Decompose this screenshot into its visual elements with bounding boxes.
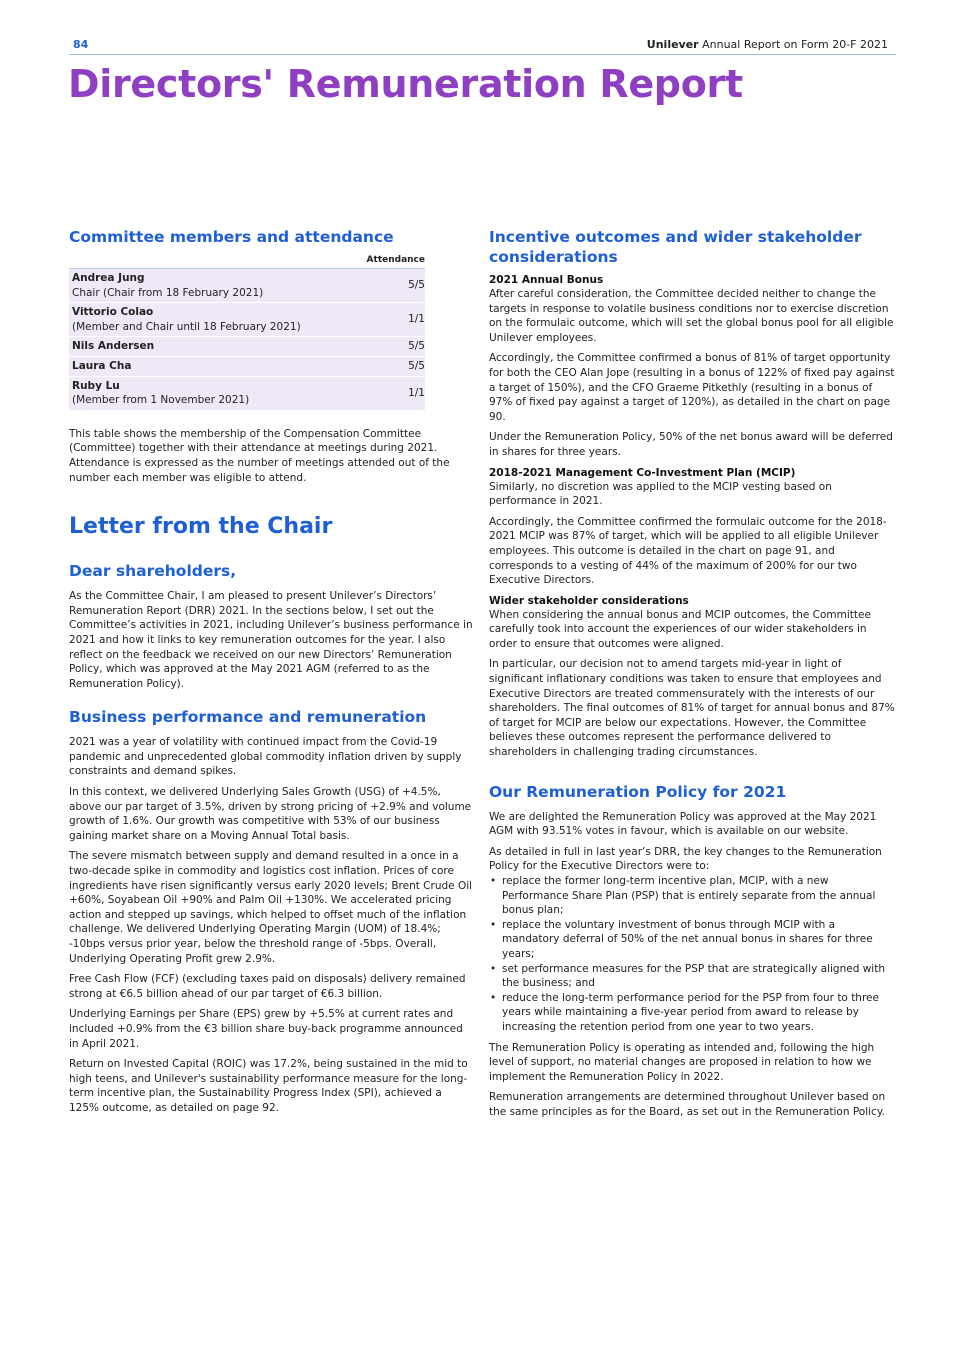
list-item: [489, 874, 895, 918]
incentives-heading: Incentive outcomes and wider stakeholder considerations: [489, 228, 862, 266]
member-attendance: 5/5: [375, 269, 425, 303]
paragraph: Free Cash Flow (FCF) (excluding taxes paid on disposals) delivery remained strong at €6.5 billion ahead of our par target of €6.3 billion.: [69, 973, 466, 1000]
member-cell: [69, 376, 375, 410]
member-role: Chair (Chair from 18 February 2021): [72, 286, 264, 299]
paragraph: Similarly, no discretion was applied to the MCIP vesting based on performance in 2021.: [489, 480, 832, 508]
paragraph: Remuneration arrangements are determined throughout Unilever based on the same principles as for the Board, as set out in the Remuneration Policy.: [489, 1091, 886, 1118]
left-column: [69, 227, 475, 1116]
bullet-text: set performance measures for the PSP that are strategically aligned with the business; and: [502, 962, 885, 990]
business-heading: Business performance and remuneration: [69, 708, 427, 727]
bullet-text: replace the voluntary investment of bonus through MCIP with a mandatory deferral of 50% of the net annual bonus in shares for three years;: [502, 918, 873, 960]
member-attendance: 1/1: [375, 376, 425, 410]
page-title: Directors' Remuneration Report: [68, 62, 743, 106]
member-cell: [69, 337, 375, 357]
bullet-text: replace the former long-term incentive plan, MCIP, with a new Performance Share Plan (PSP) that is entirely separate from the annual bonus plan;: [502, 875, 876, 917]
bonus-heading: 2021 Annual Bonus: [489, 274, 604, 286]
attendance-column-header: Attendance: [69, 255, 425, 269]
letter-intro: As the Committee Chair, I am pleased to present Unilever’s Directors’ Remuneration Report (DRR) 2021. In the sections below, I set out the Committee’s activities in 2021, including Unilever’s business performance in 2021 and how it links to key remuneration outcomes for the year. I also reflect on the feedback we received on our new Directors’ Remuneration Policy, which was approved at the May 2021 AGM (referred to as the Remuneration Policy).: [69, 590, 473, 690]
paragraph: Underlying Earnings per Share (EPS) grew by +5.5% at current rates and included +0.9% from the €3 billion share buy-back programme announced in April 2021.: [69, 1008, 463, 1050]
policy-changes-intro: As detailed in full in last year’s DRR, the key changes to the Remuneration Policy for the Executive Directors were to:: [489, 845, 882, 873]
member-cell: [69, 269, 375, 303]
committee-heading: Committee members and attendance: [69, 228, 394, 246]
bullet-icon: •: [490, 875, 497, 887]
policy-intro: We are delighted the Remuneration Policy was approved at the May 2021 AGM with 93.51% votes in favour, which is available on our website.: [489, 810, 877, 838]
wider-stakeholder-heading: Wider stakeholder considerations: [489, 594, 689, 607]
paragraph: In this context, we delivered Underlying Sales Growth (USG) of +4.5%, above our par target of 3.5%, driven by strong pricing of +2.9% and volume growth of 1.6%. Our growth was competitive with 53% of our business gaining market share on a Moving Annual Total basis.: [69, 786, 472, 842]
table-row: [69, 337, 425, 357]
paragraph: When considering the annual bonus and MCIP outcomes, the Committee carefully took into account the experiences of our wider stakeholders in order to ensure that outcomes were aligned.: [489, 608, 871, 650]
bullet-icon: •: [490, 918, 497, 931]
member-name: Andrea Jung: [72, 272, 145, 284]
mcip-heading: 2018-2021 Management Co-Investment Plan (MCIP): [489, 466, 796, 479]
letter-heading: Letter from the Chair: [69, 514, 333, 540]
member-role: (Member from 1 November 2021): [72, 394, 250, 407]
page-header: [69, 37, 896, 55]
member-attendance: 1/1: [375, 303, 425, 337]
list-item: [489, 962, 895, 991]
member-name: Laura Cha: [72, 359, 132, 372]
paragraph: Return on Invested Capital (ROIC) was 17.2%, being sustained in the mid to high teens, and Unilever's sustainability performance measure for the long-term incentive plan, the Sustainability Progress Index (SPI), achieved a 125% outcome, as detailed on page 92.: [69, 1058, 468, 1114]
paragraph: Under the Remuneration Policy, 50% of the net bonus award will be deferred in shares for three years.: [489, 431, 893, 458]
paragraph: The severe mismatch between supply and demand resulted in a once in a two-decade spike in commodity and logistics cost inflation. Prices of core ingredients have risen significantly versus early 2020 levels; Brent Crude Oil +60%, Soyabean Oil +90% and Palm Oil +130%. We accelerated pricing action and stepped up savings, which helped to offset much of the inflation challenge. We delivered Underlying Operating Margin (UOM) of 18.4%; -10bps versus prior year, below the threshold range of -5bps. Overall, Underlying Operating Profit grew 2.9%.: [69, 850, 473, 965]
paragraph: After careful consideration, the Committee decided neither to change the targets in response to volatile business conditions nor to exercise discretion on the formulaic outcome, which will set the global bonus pool for all eligible Unilever employees.: [489, 288, 894, 344]
member-name: Ruby Lu: [72, 379, 120, 392]
member-attendance: 5/5: [375, 337, 425, 357]
member-role: (Member and Chair until 18 February 2021): [72, 320, 301, 333]
paragraph: Accordingly, the Committee confirmed a bonus of 81% of target opportunity for both the CEO Alan Jope (resulting in a bonus of 122% of fixed pay against a target of 150%), and the CFO Graeme Pitkethly (resulting in a bonus of 97% of fixed pay against a target of 120%), as detailed in the chart on page 90.: [489, 352, 895, 423]
member-name: Nils Andersen: [72, 340, 155, 353]
right-column: [489, 227, 895, 1120]
salutation: Dear shareholders,: [69, 562, 237, 581]
paragraph: In particular, our decision not to amend targets mid-year in light of significant inflationary conditions was taken to ensure that employees and Executive Directors are treated commensurately with the interests of our shareholders. The final outcomes of 81% of target for annual bonus and 87% of target for MCIP are below our expectations. However, the Committee believes these outcomes represent the performance delivered to shareholders in challenging trading circumstances.: [489, 658, 895, 759]
paragraph: 2021 was a year of volatility with continued impact from the Covid-19 pandemic and unprecedented global commodity inflation driven by supply constraints and demand spikes.: [69, 736, 462, 778]
member-cell: [69, 303, 375, 337]
policy-heading: Our Remuneration Policy for 2021: [489, 782, 787, 801]
policy-changes-list: [489, 874, 895, 1035]
paragraph: The Remuneration Policy is operating as intended and, following the high level of support, no material changes are proposed in relation to how we implement the Remuneration Policy in 2022.: [489, 1041, 875, 1083]
bullet-icon: •: [490, 991, 497, 1004]
bullet-icon: •: [490, 962, 497, 975]
member-attendance: 5/5: [375, 356, 425, 376]
bullet-text: reduce the long-term performance period for the PSP from four to three years while maintaining a five-year period from award to release by increasing the retention period from one year to two years.: [502, 991, 879, 1033]
table-row: [69, 356, 425, 376]
paragraph: Accordingly, the Committee confirmed the formulaic outcome for the 2018-2021 MCIP was 87% of target, which will be applied to all eligible Unilever employees. This outcome is detailed in the chart on page 91, and corresponds to a vesting of 44% of the maximum of 200% for our two Executive Directors.: [489, 515, 887, 587]
attendance-table: [69, 269, 425, 411]
member-cell: [69, 356, 375, 376]
page-number: 84: [73, 38, 89, 51]
table-row: [69, 303, 425, 337]
member-name: Vittorio Colao: [72, 306, 154, 319]
table-row: [69, 376, 425, 410]
document-title: [647, 38, 888, 51]
brand-name: Unilever: [646, 38, 699, 51]
list-item: [489, 991, 895, 1035]
committee-note: This table shows the membership of the Compensation Committee (Committee) together with their attendance at meetings during 2021. Attendance is expressed as the number of meetings attended out of the number each member was eligible to attend.: [69, 427, 450, 484]
list-item: [489, 918, 895, 962]
table-row: [69, 269, 425, 303]
document-title-text: Annual Report on Form 20-F 2021: [702, 38, 888, 51]
